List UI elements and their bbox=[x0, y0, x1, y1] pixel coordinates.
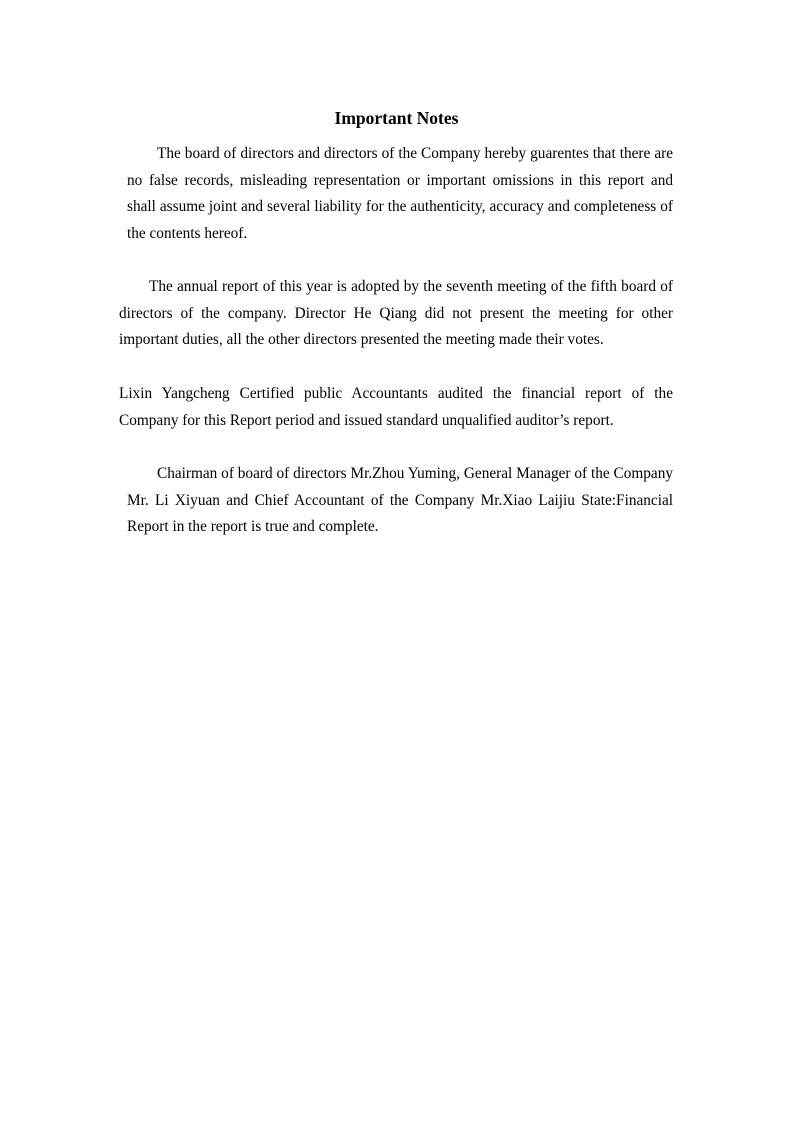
paragraph-auditor-statement: Lixin Yangcheng Certified public Accountants audited the financial report of the Company for this Report period and issued standard unqualified auditor’s report. bbox=[119, 385, 673, 429]
paragraph-annual-report-adoption: The annual report of this year is adopted by the seventh meeting of the fifth board of directors of the company. Director He Qiang did not present the meeting for other important duties, all the other directors presented the meeting made their votes. bbox=[119, 278, 673, 349]
paragraph-management-statement: Chairman of board of directors Mr.Zhou Yuming, General Manager of the Company Mr. Li Xiyuan and Chief Accountant of the Company Mr.Xiao Laijiu State:Financial Report in the report is true and complete. bbox=[127, 465, 673, 536]
paragraph-board-guarantee: The board of directors and directors of the Company hereby guarentes that there are no false records, misleading representation or important omissions in this report and shall assume joint and several liability for the authenticity, accuracy and completeness of the contents hereof. bbox=[127, 145, 673, 242]
page-title: Important Notes bbox=[334, 108, 459, 128]
